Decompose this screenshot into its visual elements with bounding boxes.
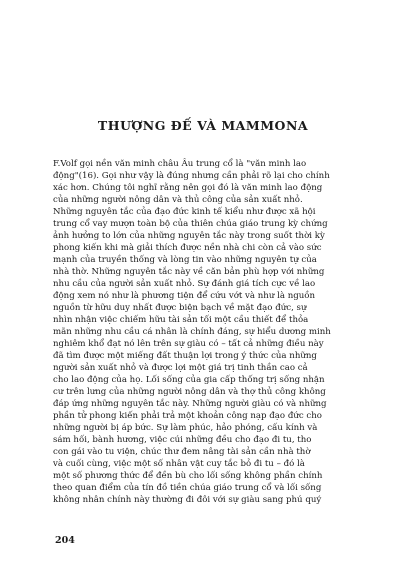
text-line: xác hơn. Chúng tôi nghĩ rằng nên gọi đó là văn minh lao động xyxy=(53,183,323,193)
text-line: nguồn từ hữu duy nhất được biện bạch về mặt đạo đức, sự xyxy=(53,303,307,313)
text-line: nhìn nhận việc chiếm hữu tài sản tối một cầu thiết để thỏa xyxy=(53,315,309,325)
text-line: người sản xuất nhỏ và được lợi một giá trị tinh thần cao cả xyxy=(53,363,308,373)
text-line: trung cổ vay mượn toàn bộ của thiên chúa giáo trung kỳ chứng xyxy=(53,219,328,229)
text-line: một số phương thức để đền bù cho lối sống không phần chính xyxy=(53,471,323,481)
text-line: của những người nông dân và thủ công của sản xuất nhỏ. xyxy=(53,195,303,205)
text-line: theo quan điểm của tín đồ tiền chúa giáo trung cổ và lối sống xyxy=(53,483,322,493)
text-line: mãn những nhu cầu cá nhân là chính đáng, sự hiểu dương minh xyxy=(53,327,331,337)
text-line: đã tìm được một miếng đất thuận lợi trong ý thức của những xyxy=(53,351,317,361)
text-line: nhu cầu của người sản xuất nhỏ. Sự đánh giá tích cực về lao xyxy=(53,279,316,289)
text-line: và cuối cùng, việc một số nhân vật cuy tắc bỏ đi tu – đó là xyxy=(53,459,305,469)
body-paragraph xyxy=(53,158,363,506)
text-line: phong kiến khi mà giải thích được nền nhà chi còn cả vào sức xyxy=(53,243,322,253)
text-line: Những nguyên tắc của đạo đức kinh tế kiểu như được xã hội xyxy=(53,207,316,217)
text-line: động"(16). Gọi như vậy là đúng nhưng cần phải rõ lại cho chính xyxy=(53,171,330,181)
text-line: mạnh của truyền thống và lòng tin vào những nguyên tự của xyxy=(53,255,317,265)
text-line: F.Volf gọi nền văn minh châu Âu trung cổ là "văn minh lao xyxy=(53,159,307,169)
text-line: con gái vào tu viện, chúc thư đem nâng tài sản cần nhà thờ xyxy=(53,447,311,457)
text-line: ảnh hưởng to lớn của những nguyên tắc này trong suốt thời kỳ xyxy=(53,231,325,241)
text-line: phần tử phong kiến phải trả một khoản công nạp đạo đức cho xyxy=(53,411,322,421)
text-line: không nhân chính này thường đi đôi với sự giàu sang phú quý xyxy=(53,495,322,505)
text-line: cư trên lưng của những người nông dân và thợ thủ công không xyxy=(53,387,326,397)
text-line: nghiêm khổ đạt nó lên trên sự giàu có – tất cả những điều này xyxy=(53,339,324,349)
text-line: nhà thờ. Những nguyên tắc này về căn bản phù hợp với những xyxy=(53,267,325,277)
text-line: sám hối, bành hương, việc cúi những đều cho đạo đi tu, tho xyxy=(53,435,312,445)
text-line: cho lao động của họ. Lối sống của gia cấp thống trị sống nhận xyxy=(53,375,325,385)
chapter-title: THƯỢNG ĐẾ VÀ MAMMONA xyxy=(97,118,309,133)
text-line: những người bị áp bức. Sự làm phúc, hảo phóng, cấu kính và xyxy=(53,423,318,433)
text-line: đáp ứng những nguyên tắc này. Những người giàu có và những xyxy=(53,399,327,409)
text-line: động xem nó như là phương tiện để cứu vớt và như là nguồn xyxy=(53,291,316,301)
page-number: 204 xyxy=(55,535,75,546)
